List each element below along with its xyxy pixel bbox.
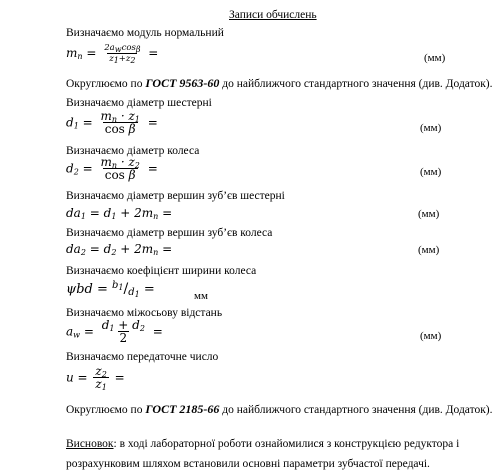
- formula-da2: $da_2 = d_2 + 2m_n$ =: [66, 242, 173, 257]
- formula-module: $m_n$ = $\frac{2a_w\cos_\beta}{z_1+z_2}$ =: [66, 43, 159, 65]
- unit-d2: (мм): [420, 166, 442, 178]
- step-da2-label: Визначаємо діаметр вершин зуб’єв колеса: [66, 227, 273, 239]
- formula-u: u = $\frac{z_2}{z_1}$ =: [66, 364, 125, 392]
- step-module-label: Визначаємо модуль нормальний: [66, 27, 224, 39]
- step-psi-label: Визначаємо коефіцієнт ширини колеса: [66, 265, 257, 277]
- unit-da1: (мм): [418, 208, 440, 220]
- formula-d1: $d_1$ = $\frac{m_n \cdot z_1}{\text{cos β}}$ =: [66, 109, 158, 136]
- page-title: Записи обчислень: [229, 9, 317, 21]
- formula-da1: $da_1 = d_1 + 2m_n$ =: [66, 206, 173, 221]
- unit-psi: мм: [194, 290, 208, 302]
- step-d2-label: Визначаємо діаметр колеса: [66, 145, 200, 157]
- step-u-label: Визначаємо передаточне число: [66, 351, 219, 363]
- unit-da2: (мм): [418, 244, 440, 256]
- unit-aw: (мм): [420, 330, 442, 342]
- formula-aw: $a_w$ = $\frac{d_1 + d_2}{2}$ =: [66, 318, 163, 345]
- rounding-gost-2185: Округлюємо по ГОСТ 2185-66 до найближчого стандартного значення (див. Додаток).: [66, 402, 493, 416]
- step-da1-label: Визначаємо діаметр вершин зуб’єв шестерні: [66, 190, 285, 202]
- unit-module: (мм): [424, 52, 446, 64]
- rounding-gost-9563: Округлюємо по ГОСТ 9563-60 до найближчого стандартного значення (див. Додаток).: [66, 76, 493, 90]
- conclusion-line-1: Висновок: в ході лабораторної роботи ознайомилися з конструкцією редуктора і: [66, 438, 460, 450]
- conclusion-line-2: розрахунковим шляхом встановили основні параметри зубчастої передачі.: [66, 458, 430, 470]
- unit-d1: (мм): [420, 122, 442, 134]
- formula-psi: $\psi bd = ^{b_1}/_{d_1}$ =: [66, 279, 155, 299]
- step-d1-label: Визначаємо діаметр шестерні: [66, 97, 212, 109]
- step-aw-label: Визначаємо міжосьову відстань: [66, 307, 223, 319]
- conclusion-label: Висновок: [66, 438, 114, 450]
- formula-d2: $d_2$ = $\frac{m_n \cdot z_2}{\text{cos β}}$ =: [66, 155, 158, 182]
